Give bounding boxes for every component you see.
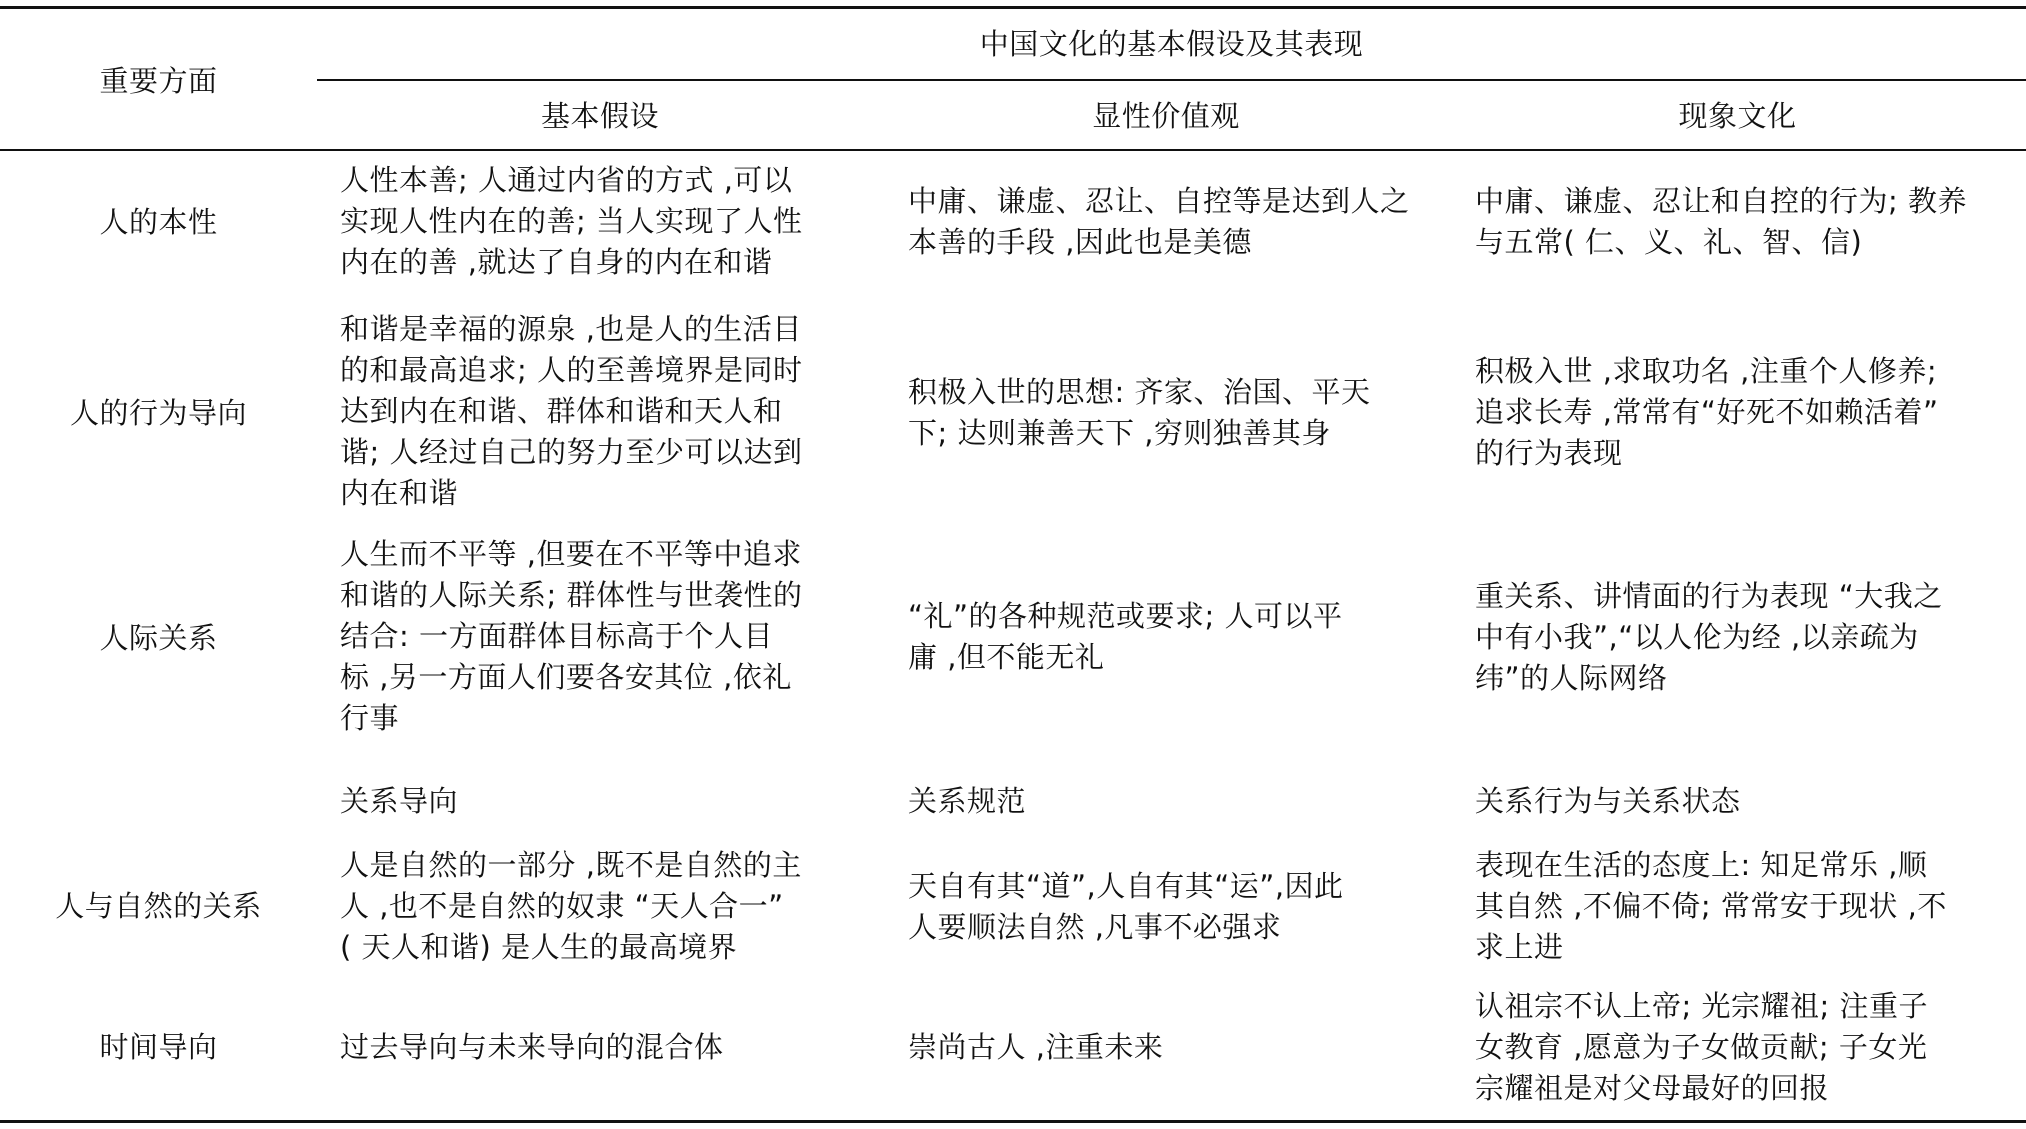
row-assumption: 人是自然的一部分 ,既不是自然的主 人 ,也不是自然的奴隶 “天人合一” ( 天人和谐) 是人生的最高境界 <box>340 848 802 964</box>
header-bottom-rule <box>0 149 2026 151</box>
header-col-values: 显性价值观 <box>1092 99 1240 133</box>
row-assumption: 关系导向 <box>340 784 459 818</box>
row-phenomena: 认祖宗不认上帝; 光宗耀祖; 注重子 女教育 ,愿意为子女做贡献; 子女光 宗耀祖是对父母最好的回报 <box>1475 989 1928 1105</box>
table-bottom-rule <box>0 1120 2026 1123</box>
row-aspect: 时间导向 <box>99 1030 218 1064</box>
header-col-phenomena: 现象文化 <box>1678 99 1797 133</box>
row-phenomena: 表现在生活的态度上: 知足常乐 ,顺 其自然 ,不偏不倚; 常常安于现状 ,不 求上进 <box>1475 848 1947 964</box>
header-group-title: 中国文化的基本假设及其表现 <box>979 27 1364 61</box>
header-aspect: 重要方面 <box>99 64 218 98</box>
row-values: 天自有其“道”,人自有其“运”,因此 人要顺法自然 ,凡事不必强求 <box>908 869 1344 944</box>
row-phenomena: 中庸、谦虚、忍让和自控的行为; 教养 与五常( 仁、义、礼、智、信) <box>1475 184 1967 259</box>
row-assumption: 人性本善; 人通过内省的方式 ,可以 实现人性内在的善; 当人实现了人性 内在的善 ,就达了自身的内在和谐 <box>340 163 803 279</box>
row-phenomena: 关系行为与关系状态 <box>1475 784 1741 818</box>
row-values: 中庸、谦虚、忍让、自控等是达到人之 本善的手段 ,因此也是美德 <box>908 184 1410 259</box>
row-assumption: 人生而不平等 ,但要在不平等中追求 和谐的人际关系; 群体性与世袭性的 结合: 一方面群体目标高于个人目 标 ,另一方面人们要各安其位 ,依礼 行事 <box>340 537 803 735</box>
row-phenomena: 重关系、讲情面的行为表现 “大我之 中有小我”,“以人伦为经 ,以亲疏为 纬”的人际网络 <box>1475 579 1943 695</box>
row-values: 崇尚古人 ,注重未来 <box>908 1030 1164 1064</box>
row-aspect: 人与自然的关系 <box>55 889 262 923</box>
row-aspect: 人的本性 <box>99 205 218 239</box>
row-values: 关系规范 <box>908 784 1027 818</box>
row-aspect: 人的行为导向 <box>69 396 247 430</box>
row-values: 积极入世的思想: 齐家、治国、平天 下; 达则兼善天下 ,穷则独善其身 <box>908 375 1371 450</box>
table-top-rule <box>0 6 2026 9</box>
group-header-rule <box>317 79 2026 81</box>
header-col-assumption: 基本假设 <box>540 99 659 133</box>
row-assumption: 和谐是幸福的源泉 ,也是人的生活目 的和最高追求; 人的至善境界是同时 达到内在和谐、群体和谐和天人和 谐; 人经过自己的努力至少可以达到 内在和谐 <box>340 312 803 510</box>
row-phenomena: 积极入世 ,求取功名 ,注重个人修养; 追求长寿 ,常常有“好死不如赖活着” 的行为表现 <box>1475 354 1939 470</box>
row-assumption: 过去导向与未来导向的混合体 <box>340 1030 724 1064</box>
row-aspect: 人际关系 <box>99 621 218 655</box>
row-values: “礼”的各种规范或要求; 人可以平 庸 ,但不能无礼 <box>908 599 1343 674</box>
